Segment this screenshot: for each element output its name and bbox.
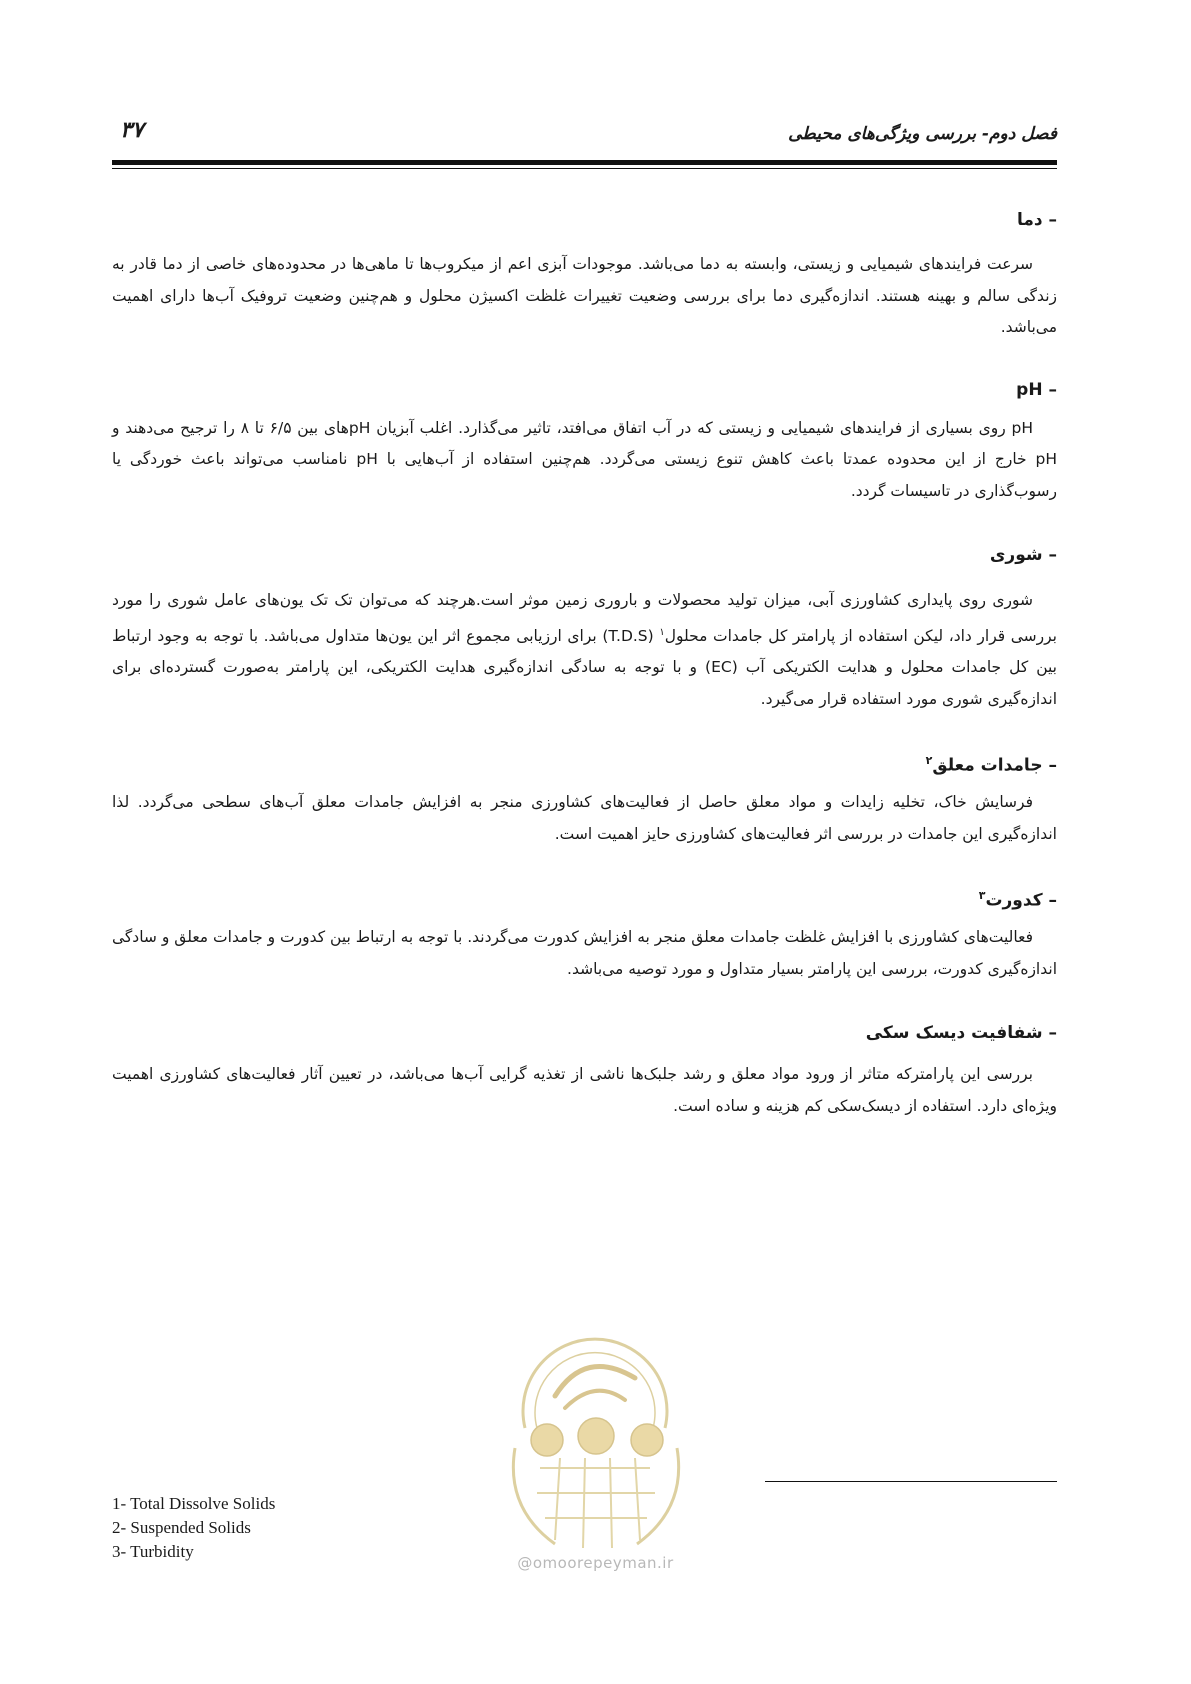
paragraph-salinity-part-b: برای ارزیابی مجموع اثر این یون‌ها متداول می‌باشد. با توجه به وجود ارتباط بین کل جامدات محلول و هدایت الکتریکی آب (EC) و با توجه به سادگی اندازه‌گیری هدایت الکتریکی، این پارامتر به‌صورت گسترده‌ای برای اندازه‌گیری شوری مورد استفاده قرار می‌گیرد. <box>112 626 1057 708</box>
section-title-suspended-solids <box>112 746 1057 776</box>
paragraph-secchi-disk: بررسی این پارامترکه متاثر از ورود مواد معلق و رشد جلبک‌ها ناشی از تغذیه گرایی آب‌ها می‌باشد، در تعیین آثار فعالیت‌های کشاورزی اهمیت ویژه‌ای دارد. استفاده از دیسک‌سکی کم هزینه و ساده است. <box>112 1065 1057 1115</box>
footnote-ref-2: ۲ <box>925 754 933 768</box>
section-title-turbidity-text: – کدورت <box>985 890 1057 911</box>
page-header <box>112 118 1057 156</box>
chapter-title: فصل دوم- بررسی ویژگی‌های محیطی <box>788 124 1057 144</box>
paragraph-temperature: سرعت فرایندهای شیمیایی و زیستی، وابسته به دما می‌باشد. موجودات آبزی اعم از میکروب‌ها تا ماهی‌ها در محدوده‌های خاصی از دما قادر به زندگی سالم و بهینه هستند. اندازه‌گیری دما برای بررسی وضعیت تغییرات غلظت اکسیژن محلول و هم‌چنین وضعیت تروفیک آب‌ها دارای اهمیت می‌باشد. <box>112 255 1057 336</box>
footnote-1: 1- Total Dissolve Solids <box>112 1494 276 1513</box>
paragraph-suspended-solids: فرسایش خاک، تخلیه زایدات و مواد معلق حاصل از فعالیت‌های کشاورزی منجر به افزایش جامدات معلق آب‌های سطحی می‌گردد. لذا اندازه‌گیری این جامدات در بررسی اثر فعالیت‌های کشاورزی حایز اهمیت است. <box>112 793 1057 843</box>
abbr-tds: (T.D.S) <box>602 626 654 645</box>
section-title-salinity: – شوری <box>989 545 1057 565</box>
footnote-ref-1: ۱ <box>659 626 665 638</box>
header-rule-thin <box>112 168 1057 169</box>
section-title-ph-text: pH – <box>1016 379 1057 400</box>
footnote-2: 2- Suspended Solids <box>112 1518 251 1537</box>
header-rule-thick <box>112 160 1057 165</box>
watermark-url: @omoorepeyman.ir <box>517 1554 674 1572</box>
page-number: ۳۷ <box>120 118 144 143</box>
section-title-secchi-disk: – شفافیت دیسک سکی <box>865 1023 1057 1044</box>
section-title-suspended-solids-text: – جامدات معلق <box>932 755 1057 776</box>
watermark-seal-icon <box>485 1308 707 1560</box>
footnotes <box>112 1492 275 1564</box>
footnote-ref-3: ۳ <box>978 889 986 903</box>
section-title-ph <box>112 375 1057 405</box>
paragraph-ph: pH روی بسیاری از فرایندهای شیمیایی و زیستی که در آب اتفاق می‌افتد، تاثیر می‌گذارد. اغلب آبزیان pHهای بین ۶/۵ تا ۸ را ترجیح می‌دهند و pH خارج از این محدوده عمدتا باعث کاهش تنوع زیستی می‌گردد. هم‌چنین استفاده از آب‌هایی با pH نامناسب می‌تواند باعث خوردگی یا رسوب‌گذاری در تاسیسات گردد. <box>112 418 1057 500</box>
paragraph-salinity-part-a: شوری روی پایداری کشاورزی آبی، میزان تولید محصولات و باروری زمین موثر است.هرچند که می‌توان تک تک یون‌های عامل شوری را مورد بررسی قرار داد، لیکن استفاده از پارامتر کل جامدات محلول <box>112 591 1057 645</box>
section-title-temperature: – دما <box>1016 210 1057 230</box>
paragraph-salinity <box>112 585 1057 715</box>
page-content <box>112 205 1057 1122</box>
section-title-turbidity <box>112 881 1057 911</box>
footnote-3: 3- Turbidity <box>112 1542 194 1561</box>
footnote-separator <box>765 1481 1057 1482</box>
paragraph-turbidity: فعالیت‌های کشاورزی با افزایش غلظت جامدات معلق منجر به افزایش کدورت می‌گردند. با توجه به ارتباط بین کدورت و جامدات معلق و سادگی اندازه‌گیری کدورت، بررسی این پارامتر بسیار متداول و مورد توصیه می‌باشد. <box>112 928 1057 978</box>
